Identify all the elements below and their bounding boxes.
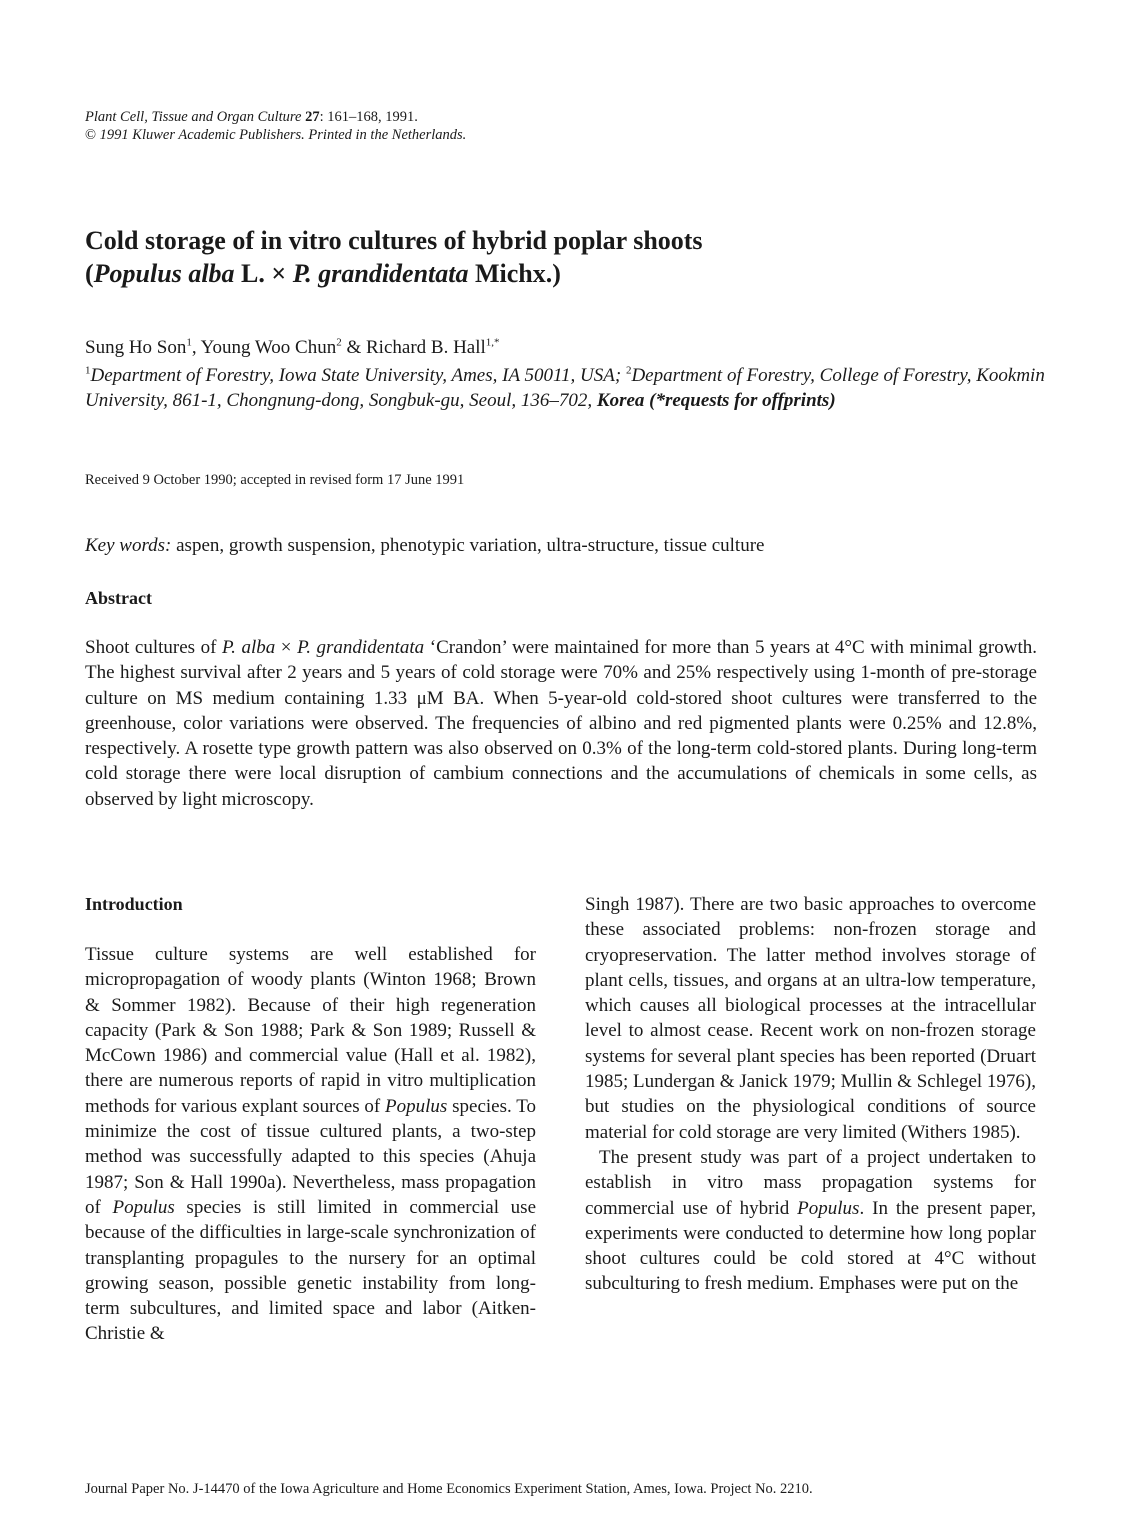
journal-volume: 27 [305, 109, 320, 125]
title-line-2 [85, 257, 1045, 290]
title-end: Michx.) [468, 259, 561, 288]
abstract-heading: Abstract [85, 588, 152, 608]
title-species-2: P. grandidentata [292, 259, 469, 288]
intro-text: The present study was part of a project undertaken to establish in vitro mass propagation systems for commercial use of hybrid [585, 1146, 1036, 1219]
author-list [85, 336, 1045, 360]
keywords-text: aspen, growth suspension, phenotypic variation, ultra-structure, tissue culture [171, 535, 765, 556]
copyright-text: 1991 Kluwer Academic Publishers. Printed in the Netherlands. [96, 127, 467, 143]
abstract-body [85, 635, 1037, 812]
affil-1: Department of Forestry, Iowa State University, Ames, IA 50011, USA; [90, 365, 626, 386]
affil-sup-2: 2 [625, 364, 632, 377]
author-2: Young Woo Chun [200, 337, 337, 358]
intro-column-left [85, 942, 536, 1347]
author-1-sup: 1 [186, 336, 192, 349]
author-2-sup: 2 [336, 336, 342, 349]
affiliations [85, 363, 1045, 413]
author-1: Sung Ho Son [85, 337, 187, 358]
title-line-1: Cold storage of in vitro cultures of hybrid poplar shoots [85, 226, 703, 255]
journal-pages: : 161–168, 1991. [319, 109, 418, 125]
affil-sup-1: 1 [85, 364, 91, 377]
journal-line [85, 108, 466, 126]
intro-text: species. To minimize the cost of tissue cultured plants, a two-step method was successfully adapted to this species (Ahuja 1987; Son & Hall 1990a). Nevertheless, mass propagation of [85, 1095, 536, 1218]
copyright-line [85, 126, 466, 144]
abstract-text: Shoot cultures of [85, 637, 222, 658]
author-sep: , [191, 337, 201, 358]
author-3: Richard B. Hall [366, 337, 486, 358]
introduction-heading: Introduction [85, 894, 183, 914]
affil-2: Department of Forestry, College of Forestry, Kookmin University, 861-1, Chongnung-dong, Songbuk-gu, Seoul, 136–702, [85, 365, 1045, 411]
intro-paragraph-2 [585, 1145, 1036, 1297]
intro-text: species is still limited in commercial use because of the difficulties in large-scale synchronization of transplanting propagules to the nursery for an optimal growing season, possible genetic instability from long-term subcultures, and limited space and labor (Aitken-Christie & [85, 1196, 537, 1345]
intro-text: Tissue culture systems are well established for micropropagation of woody plants (Winton 1968; Brown & Sommer 1982). Because of their high regeneration capacity (Park & Son 1988; Park & Son 1989; Russell & McCown 1986) and commercial value (Hall et al. 1982), there are numerous reports of rapid in vitro multiplication methods for various explant sources of [85, 944, 536, 1117]
intro-column-right [585, 892, 1036, 1297]
footnote-journal-paper: Journal Paper No. J-14470 of the Iowa Agriculture and Home Economics Experiment Station, Ames, Iowa. Project No. 2210. [85, 1481, 813, 1497]
received-dates: Received 9 October 1990; accepted in revised form 17 June 1991 [85, 472, 465, 488]
paper-title [85, 224, 1045, 290]
journal-name: Plant Cell, Tissue and Organ Culture [85, 109, 302, 125]
intro-text: . In the present paper, experiments were conducted to determine how long poplar shoot cultures could be cold stored at 4°C without subculturing to fresh medium. Emphases were put on the [585, 1197, 1036, 1295]
abstract-species: P. alba [221, 637, 276, 658]
intro-genus: Populus [385, 1095, 448, 1117]
intro-paragraph-continued: Singh 1987). There are two basic approaches to overcome these associated problems: non-frozen storage and cryopreservation. The latter method involves storage of plant cells, tissues, and organs at an ultra-low temperature, which causes all biological processes at the intracellular level to almost cease. Recent work on non-frozen storage systems for several plant species has been reported (Druart 1985; Lundergan & Janick 1979; Mullin & Schlegel 1976), but studies on the physiological conditions of source material for cold storage are very limited (Withers 1985). [585, 894, 1036, 1143]
keywords-label: Key words: [85, 535, 172, 556]
title-species-1: Populus alba [93, 259, 235, 288]
intro-genus: Populus [797, 1197, 860, 1219]
abstract-species: P. grandidentata [297, 637, 425, 658]
affil-3: Korea (*requests for offprints) [596, 390, 836, 411]
title-paren: ( [85, 259, 94, 288]
intro-genus: Populus [112, 1196, 175, 1218]
abstract-text: × [275, 637, 298, 658]
abstract-text: ‘Crandon’ were maintained for more than 5 years at 4°C with minimal growth. The highest survival after 2 years and 5 years of cold storage were 70% and 25% respectively using 1-month of pre-storage culture on MS medium containing 1.33 μM BA. When 5-year-old cold-stored shoot cultures were transferred to the greenhouse, color variations were observed. The frequencies of albino and red pigmented plants were 0.25% and 12.8%, respectively. A rosette type growth pattern was also observed on 0.3% of the long-term cold-stored plants. During long-term cold storage there were local disruption of cambium connections and the accumulations of chemicals in some cells, as observed by light microscopy. [85, 637, 1038, 810]
keywords [85, 534, 1045, 558]
title-mid: L. × [234, 259, 293, 288]
author-3-sup: 1,* [485, 336, 500, 349]
author-sep: & [341, 337, 366, 358]
copyright-symbol: © [85, 127, 97, 143]
journal-citation [85, 108, 466, 144]
